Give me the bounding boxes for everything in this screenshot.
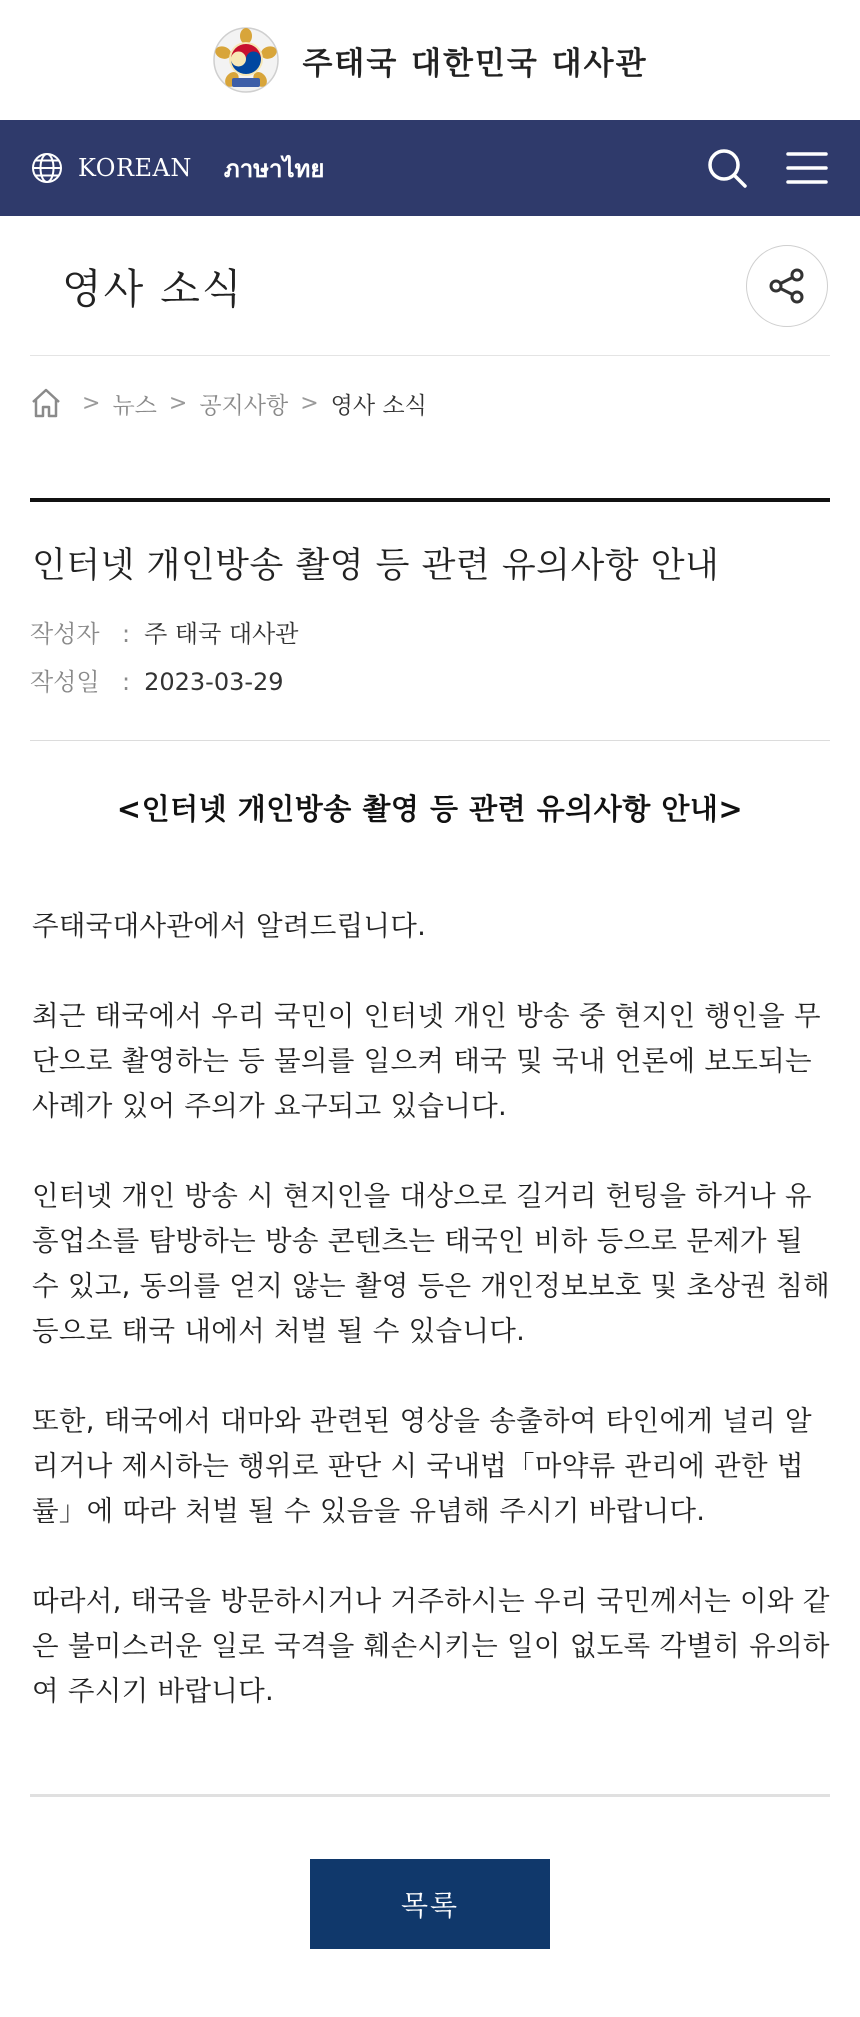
list-button-wrap — [0, 1859, 860, 1949]
article-header — [30, 498, 830, 741]
footer-divider — [30, 1794, 830, 1797]
article-paragraph: 또한, 태국에서 대마와 관련된 영상을 송출하여 타인에게 널리 알리거나 제시하는 행위로 판단 시 국내법「마약류 관리에 관한 법률」에 따라 처벌 될 수 있음을 유념해 주시기 바랍니다. — [32, 1405, 812, 1527]
breadcrumb-current: 영사 소식 — [330, 392, 427, 419]
share-icon — [767, 268, 807, 304]
article-body-heading: <인터넷 개인방송 촬영 등 관련 유의사항 안내> — [116, 792, 744, 826]
korea-emblem-icon[interactable] — [212, 26, 280, 94]
page-header — [30, 216, 830, 356]
language-korean-link[interactable]: KOREAN — [78, 154, 192, 182]
breadcrumb-notice-link[interactable]: 공지사항 — [199, 392, 289, 419]
home-icon[interactable] — [30, 387, 62, 419]
top-nav-bar — [0, 120, 860, 216]
chevron-right-icon: > — [168, 390, 188, 416]
site-header — [0, 0, 860, 120]
author-value: 주 태국 대사관 — [144, 620, 299, 648]
menu-icon — [786, 150, 828, 186]
share-button[interactable] — [746, 245, 828, 327]
search-button[interactable] — [704, 145, 750, 191]
meta-colon: : — [122, 668, 131, 696]
article-paragraph: 주태국대사관에서 알려드립니다. — [32, 910, 427, 942]
article-paragraph: 따라서, 태국을 방문하시거나 거주하시는 우리 국민께서는 이와 같은 불미스러운 일로 국격을 훼손시키는 일이 없도록 각별히 유의하여 주시기 바랍니다. — [32, 1585, 830, 1707]
author-label: 작성자 — [30, 620, 100, 648]
article-paragraph: 인터넷 개인 방송 시 현지인을 대상으로 길거리 헌팅을 하거나 유흥업소를 탐방하는 방송 콘텐츠는 태국인 비하 등으로 문제가 될 수 있고, 동의를 얻지 않는 촬영 등은 개인정보보호 및 초상권 침해 등으로 태국 내에서 처벌 될 수 있습니다. — [32, 1180, 830, 1347]
breadcrumb-news-link[interactable]: 뉴스 — [112, 392, 157, 419]
site-title[interactable]: 주태국 대한민국 대사관 — [302, 45, 648, 82]
globe-icon — [30, 151, 64, 185]
date-value: 2023-03-29 — [144, 668, 284, 696]
search-icon — [706, 147, 748, 189]
date-label: 작성일 — [30, 668, 100, 696]
author-row — [30, 610, 830, 658]
article-paragraph: 최근 태국에서 우리 국민이 인터넷 개인 방송 중 현지인 행인을 무단으로 촬영하는 등 물의를 일으켜 태국 및 국내 언론에 보도되는 사례가 있어 주의가 요구되고 있습니다. — [32, 1000, 821, 1122]
language-thai-link[interactable]: ภาษาไทย — [223, 154, 325, 183]
list-button[interactable]: 목록 — [310, 1859, 550, 1949]
page-title: 영사 소식 — [62, 265, 244, 313]
chevron-right-icon: > — [82, 390, 101, 416]
article-body — [30, 741, 830, 1714]
article-title: 인터넷 개인방송 촬영 등 관련 유의사항 안내 — [32, 546, 720, 586]
meta-colon: : — [122, 620, 131, 648]
breadcrumb — [30, 356, 830, 450]
chevron-right-icon: > — [300, 390, 319, 416]
menu-button[interactable] — [784, 145, 830, 191]
date-row — [30, 658, 830, 706]
